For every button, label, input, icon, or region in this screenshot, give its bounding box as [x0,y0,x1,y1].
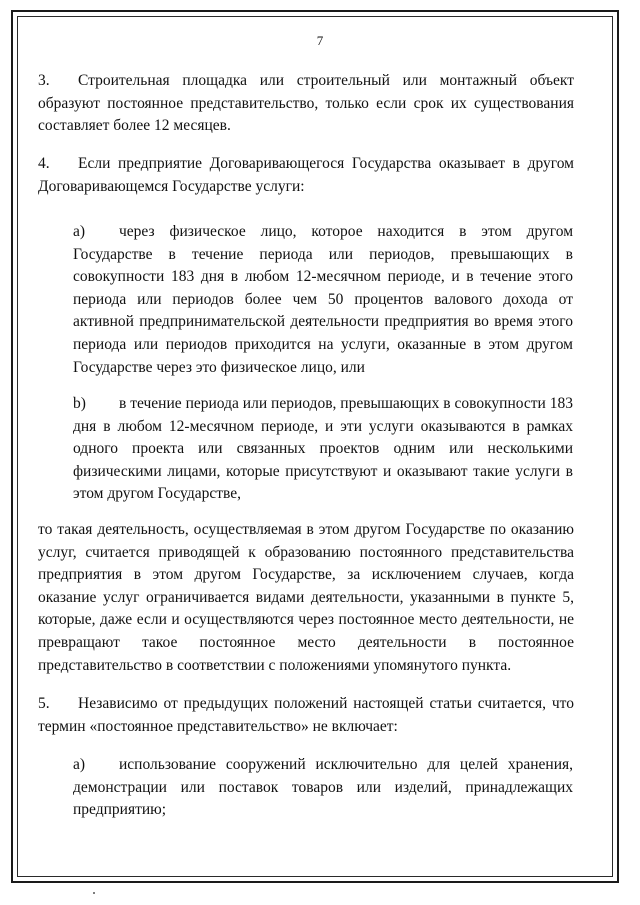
paragraph-5 [38,693,574,738]
scan-speck [93,892,95,894]
paragraph-3 [38,70,574,138]
paragraph-4-text: Если предприятие Договаривающегося Государства оказывает в другом Договаривающемся Государстве услуги: [38,155,574,195]
paragraph-5-number: 5. [38,695,50,712]
paragraph-5-item-a [73,754,573,822]
paragraph-5-item-a-text: использование сооружений исключительно для целей хранения, демонстрации или поставок товаров или изделий, принадлежащих предприятию; [73,756,573,819]
paragraph-4-item-b [73,393,573,506]
paragraph-4-item-b-letter: b) [73,395,86,412]
paragraph-4-conclusion: то такая деятельность, осуществляемая в этом другом Государстве по оказанию услуг, считается приводящей к образованию постоянного представительства предприятия в этом другом Государстве, за исключением случаев, когда оказание услуг ограничивается видами деятельности, указанными в пункте 5, которые, даже если и осуществляются через постоянное место деятельности, не превращают такое постоянное место деятельности в постоянное представительство в соответствии с положениями упомянутого пункта. [38,521,574,674]
paragraph-4-item-b-text: в течение периода или периодов, превышающих в совокупности 183 дня в любом 12-месячном периоде, и эти услуги оказываются в рамках одного проекта или связанных проектов одним или несколькими физическими лицами, которые присутствуют и оказывают такие услуги в этом другом Государстве, [73,395,573,503]
paragraph-4 [38,153,574,198]
page-number: 7 [316,33,324,48]
paragraph-4-number: 4. [38,155,50,172]
paragraph-3-text: Строительная площадка или строительный или монтажный объект образуют постоянное представительство, только если срок их существования составляет более 12 месяцев. [38,72,574,135]
paragraph-4-item-a-text: через физическое лицо, которое находится в этом другом Государстве в течение периода или периодов, превышающих в совокупности 183 дня в любом 12-месячном периоде, и в течение этого периода или периодов более чем 50 процентов валового дохода от активной предпринимательской деятельности предприятия во время этого периода или периодов приходится на услуги, оказанные в этом другом Государстве через это физическое лицо, или [73,223,573,376]
paragraph-5-text: Независимо от предыдущих положений настоящей статьи считается, что термин «постоянное представительство» не включает: [38,695,574,735]
paragraph-4-item-a [73,221,573,379]
paragraph-4-item-a-letter: а) [73,223,86,240]
paragraph-5-item-a-letter: а) [73,756,86,773]
paragraph-3-number: 3. [38,72,50,89]
